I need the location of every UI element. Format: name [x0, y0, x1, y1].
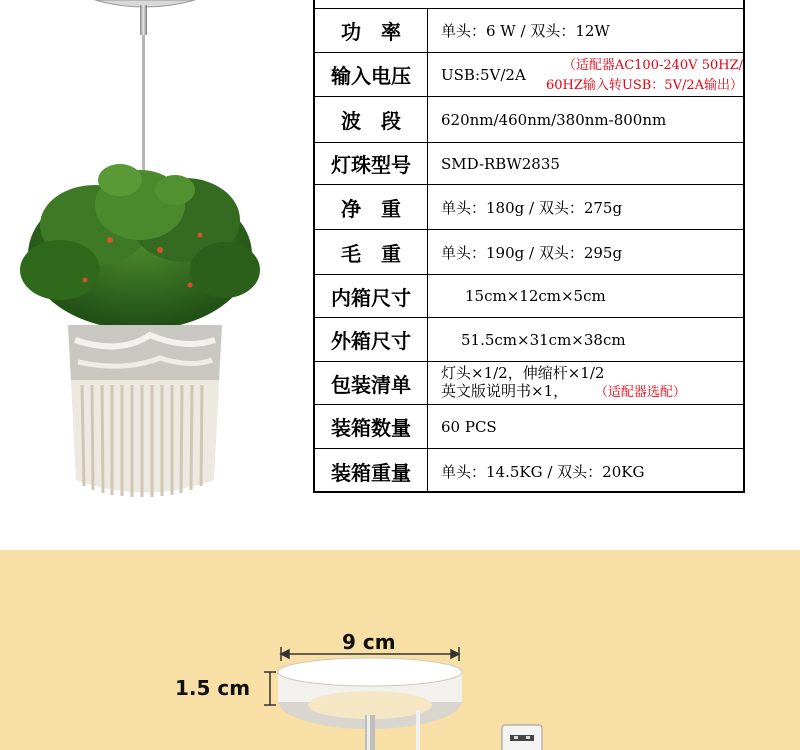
spec-value: 15cm×12cm×5cm — [465, 287, 606, 305]
adapter-note-line2: 60HZ输入转USB：5V/2A输出） — [545, 78, 743, 93]
spec-value: 单头：14.5KG / 双头：20KG — [441, 462, 645, 481]
spec-label: 输入电压 — [315, 53, 428, 96]
spec-row-wavelength — [315, 96, 743, 142]
spec-label: 波 段 — [315, 97, 428, 142]
spec-label: 灯珠型号 — [315, 143, 428, 184]
height-dimension-arrow — [264, 672, 276, 705]
spec-row-gross-weight — [315, 229, 743, 274]
spec-label: 内箱尺寸 — [315, 275, 428, 317]
spec-label: 装箱数量 — [315, 405, 428, 448]
spec-value: 单头：6 W / 双头：12W — [441, 22, 610, 40]
package-line2 — [441, 382, 686, 402]
adapter-optional-note: （适配器选配） — [594, 385, 686, 400]
spec-row-net-weight — [315, 184, 743, 229]
spec-value: SMD-RBW2835 — [441, 154, 560, 173]
spec-row-outer-box-size — [315, 317, 743, 361]
spec-value: 620nm/460nm/380nm-800nm — [441, 110, 667, 129]
spec-value: 60 PCS — [441, 417, 497, 436]
spec-label: 装箱重量 — [315, 449, 428, 493]
height-label: 1.5 cm — [175, 676, 251, 700]
package-line2-text: 英文版说明书×1， — [441, 382, 569, 400]
spec-label: 功 率 — [315, 9, 428, 52]
flower-pot — [68, 325, 222, 497]
spec-row-package-list — [315, 361, 743, 404]
plant-foliage — [20, 164, 260, 330]
spec-label: 包装清单 — [315, 362, 428, 404]
spec-row-input-voltage — [315, 52, 743, 96]
plant-grow-light-photo — [0, 0, 300, 520]
spec-row-carton-weight — [315, 448, 743, 493]
spec-row-carton-quantity — [315, 404, 743, 448]
spec-label: 毛 重 — [315, 230, 428, 274]
spec-row-power — [315, 8, 743, 52]
package-line1: 灯头×1/2，伸缩杆×1/2 — [441, 364, 605, 382]
width-label: 9 cm — [342, 630, 396, 654]
spec-label: 净 重 — [315, 185, 428, 229]
specification-table — [313, 0, 745, 493]
lamp-head-dimension-drawing — [0, 550, 800, 750]
usb-plug — [502, 725, 542, 750]
dimension-section — [0, 550, 800, 750]
adapter-note-line1: （适配器AC100-240V 50HZ/ — [562, 58, 743, 73]
spec-value — [431, 362, 743, 404]
spec-value: 单头：190g / 双头：295g — [441, 243, 623, 262]
spec-value: 单头：180g / 双头：275g — [441, 198, 623, 217]
spec-label: 外箱尺寸 — [315, 318, 428, 361]
spec-value: 51.5cm×31cm×38cm — [461, 330, 626, 349]
voltage-value: USB:5V/2A — [441, 65, 526, 84]
adapter-note — [541, 56, 743, 96]
spec-row-inner-box-size — [315, 274, 743, 317]
spec-row-led-model — [315, 142, 743, 184]
